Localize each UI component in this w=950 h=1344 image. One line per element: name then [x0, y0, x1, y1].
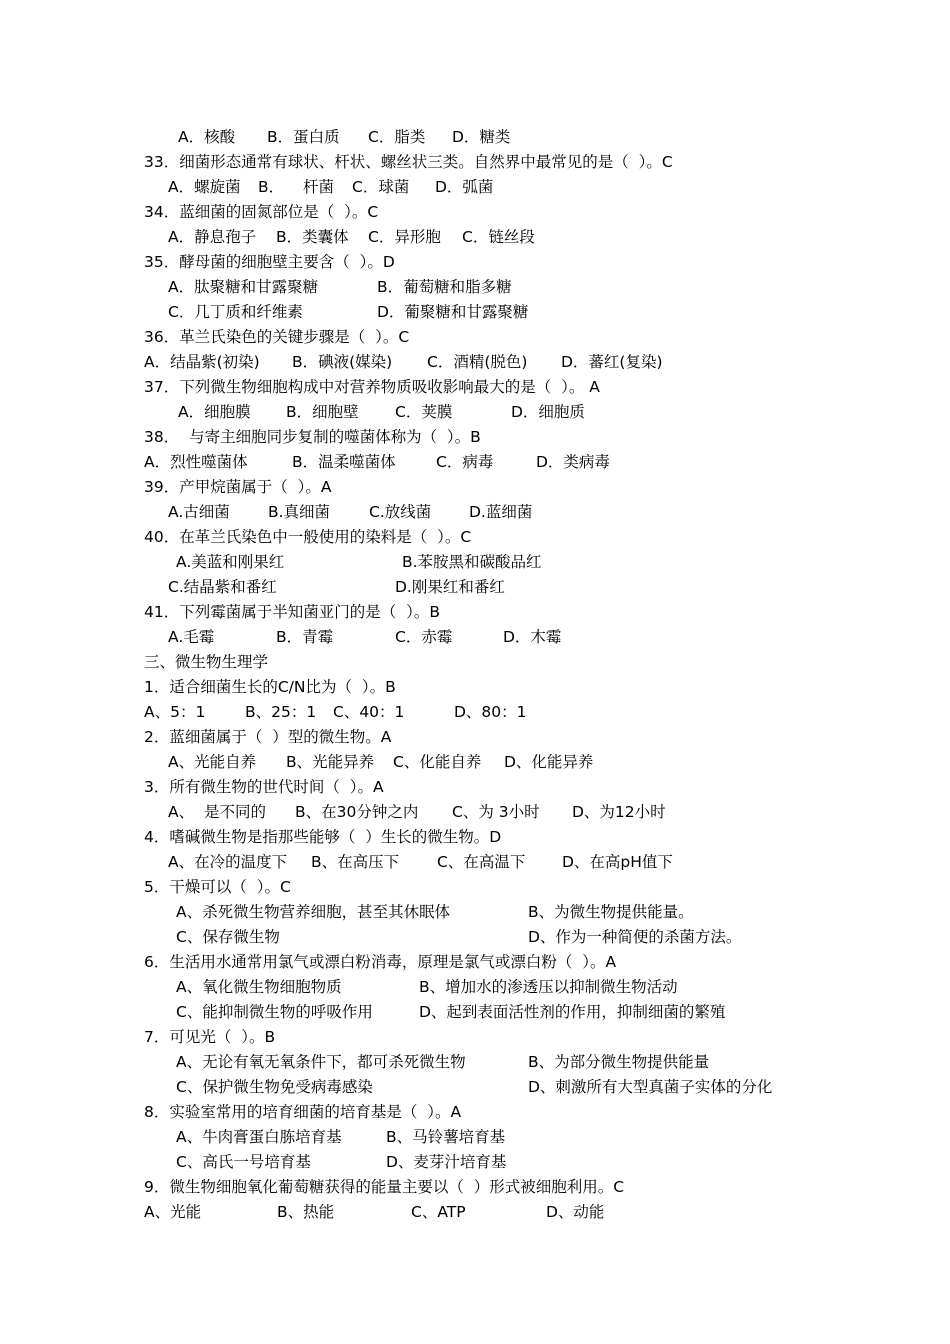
text-segment: C、保存微生物 — [176, 928, 280, 946]
text-segment: 35．酵母菌的细胞壁主要含（ ）。D — [144, 253, 395, 271]
text-segment: A．结晶紫(初染) — [144, 353, 260, 371]
text-segment: B．葡萄糖和脂多糖 — [377, 278, 512, 296]
text-segment: B、为微生物提供能量。 — [528, 903, 694, 921]
text-segment: A、光能 — [144, 1203, 202, 1221]
text-segment: 1．适合细菌生长的C/N比为（ ）。B — [144, 678, 396, 696]
text-segment: D．类病毒 — [536, 453, 610, 471]
text-segment: B、马铃薯培育基 — [386, 1128, 506, 1146]
text-segment: A．螺旋菌 — [168, 178, 241, 196]
text-segment: C、保护微生物免受病毒感染 — [176, 1078, 373, 1096]
text-segment: 33．细菌形态通常有球状、杆状、螺丝状三类。自然界中最常见的是（ ）。C — [144, 153, 673, 171]
text-segment: B、增加水的渗透压以抑制微生物活动 — [419, 978, 678, 996]
text-segment: D．细胞质 — [511, 403, 585, 421]
text-segment: B． — [258, 178, 285, 196]
text-segment: A、在冷的温度下 — [168, 853, 288, 871]
text-segment: C．荚膜 — [395, 403, 453, 421]
text-segment: 34．蓝细菌的固氮部位是（ ）。C — [144, 203, 379, 221]
text-segment: B．温柔噬菌体 — [292, 453, 396, 471]
text-segment: B．碘液(媒染) — [292, 353, 393, 371]
text-segment: B、光能异养 — [286, 753, 375, 771]
text-segment: D．弧菌 — [435, 178, 494, 196]
text-segment: A、牛肉膏蛋白胨培育基 — [176, 1128, 342, 1146]
text-segment: 8．实验室常用的培育细菌的培育基是（ ）。A — [144, 1103, 462, 1121]
text-segment: C、为 3小时 — [452, 803, 540, 821]
text-segment: B．细胞壁 — [286, 403, 359, 421]
text-segment: A、杀死微生物营养细胞，甚至其休眠体 — [176, 903, 451, 921]
text-segment: C．链丝段 — [462, 228, 535, 246]
text-segment: 39．产甲烷菌属于（ ）。A — [144, 478, 332, 496]
text-segment: 7．可见光（ ）。B — [144, 1028, 276, 1046]
text-segment: C、化能自养 — [393, 753, 482, 771]
text-segment: D．木霉 — [503, 628, 562, 646]
text-segment: D、刺激所有大型真菌子实体的分化 — [528, 1078, 773, 1096]
text-segment: C．几丁质和纤维素 — [168, 303, 303, 321]
text-segment: A、氧化微生物细胞物质 — [176, 978, 342, 996]
text-segment: D．糖类 — [452, 128, 511, 146]
text-segment: B．青霉 — [276, 628, 334, 646]
text-segment: B．蛋白质 — [267, 128, 340, 146]
text-segment: 是不同的 — [204, 803, 267, 821]
text-segment: 6．生活用水通常用氯气或漂白粉消毒，原理是氯气或漂白粉（ ）。A — [144, 953, 617, 971]
text-segment: A、无论有氧无氧条件下，都可杀死微生物 — [176, 1053, 466, 1071]
text-segment: A．核酸 — [178, 128, 236, 146]
text-segment: A、5：1 — [144, 703, 206, 721]
text-segment: A、 — [168, 803, 195, 821]
text-segment: D.刚果红和番红 — [395, 578, 505, 596]
text-segment: A.美蓝和刚果红 — [176, 553, 285, 571]
text-segment: 9．微生物细胞氧化葡萄糖获得的能量主要以（ ）形式被细胞利用。C — [144, 1178, 625, 1196]
text-segment: A.毛霉 — [168, 628, 215, 646]
text-segment: C、40：1 — [333, 703, 405, 721]
text-segment: C、能抑制微生物的呼吸作用 — [176, 1003, 373, 1021]
text-segment: 3．所有微生物的世代时间（ ）。A — [144, 778, 384, 796]
text-segment: B．类囊体 — [276, 228, 349, 246]
text-segment: D．蕃红(复染) — [561, 353, 663, 371]
text-segment: A、光能自养 — [168, 753, 257, 771]
text-segment: C．脂类 — [368, 128, 426, 146]
text-segment: B、在高压下 — [311, 853, 400, 871]
text-segment: A．肽聚糖和甘露聚糖 — [168, 278, 319, 296]
text-segment: C.放线菌 — [369, 503, 432, 521]
text-segment: 38． 与寄主细胞同步复制的噬菌体称为（ ）。B — [144, 428, 481, 446]
text-segment: D、起到表面活性剂的作用，抑制细菌的繁殖 — [419, 1003, 726, 1021]
text-segment: B、25：1 — [245, 703, 317, 721]
text-segment: A．烈性噬菌体 — [144, 453, 248, 471]
text-segment: D、麦芽汁培育基 — [386, 1153, 507, 1171]
text-segment: 三、微生物生理学 — [144, 653, 269, 671]
text-segment: C．球菌 — [352, 178, 410, 196]
text-segment: D、化能异养 — [504, 753, 594, 771]
text-segment: C．病毒 — [436, 453, 494, 471]
text-segment: 5．干燥可以（ ）。C — [144, 878, 291, 896]
text-segment: 36．革兰氏染色的关键步骤是（ ）。C — [144, 328, 410, 346]
text-segment: B、为部分微生物提供能量 — [528, 1053, 710, 1071]
text-segment: C．酒精(脱色) — [427, 353, 528, 371]
text-segment: C、高氏一号培育基 — [176, 1153, 311, 1171]
text-segment: D、动能 — [546, 1203, 605, 1221]
text-segment: 4．嗜碱微生物是指那些能够（ ）生长的微生物。D — [144, 828, 502, 846]
text-segment: D、作为一种简便的杀菌方法。 — [528, 928, 742, 946]
text-segment: 2．蓝细菌属于（ ）型的微生物。A — [144, 728, 392, 746]
text-segment: D、为12小时 — [572, 803, 666, 821]
text-segment: B、热能 — [277, 1203, 335, 1221]
text-segment: D、在高pH值下 — [562, 853, 673, 871]
text-segment: A．细胞膜 — [178, 403, 251, 421]
text-segment: C．异形胞 — [368, 228, 441, 246]
text-segment: A.古细菌 — [168, 503, 230, 521]
text-segment: B.真细菌 — [268, 503, 331, 521]
text-segment: 37．下列微生物细胞构成中对营养物质吸收影响最大的是（ ）。 A — [144, 378, 600, 396]
text-segment: A．静息孢子 — [168, 228, 257, 246]
text-segment: D、80：1 — [454, 703, 527, 721]
text-segment: 杆菌 — [303, 178, 335, 196]
text-segment: 41．下列霉菌属于半知菌亚门的是（ ）。B — [144, 603, 440, 621]
text-segment: D．葡聚糖和甘露聚糖 — [377, 303, 529, 321]
text-segment: B、在30分钟之内 — [295, 803, 419, 821]
text-segment: 40．在革兰氏染色中一般使用的染料是（ ）。C — [144, 528, 472, 546]
text-segment: C．赤霉 — [395, 628, 453, 646]
text-segment: C、ATP — [411, 1203, 466, 1221]
text-segment: D.蓝细菌 — [469, 503, 533, 521]
text-segment: C.结晶紫和番红 — [168, 578, 277, 596]
text-segment: B.苯胺黑和碳酸品红 — [402, 553, 542, 571]
text-segment: C、在高温下 — [437, 853, 526, 871]
